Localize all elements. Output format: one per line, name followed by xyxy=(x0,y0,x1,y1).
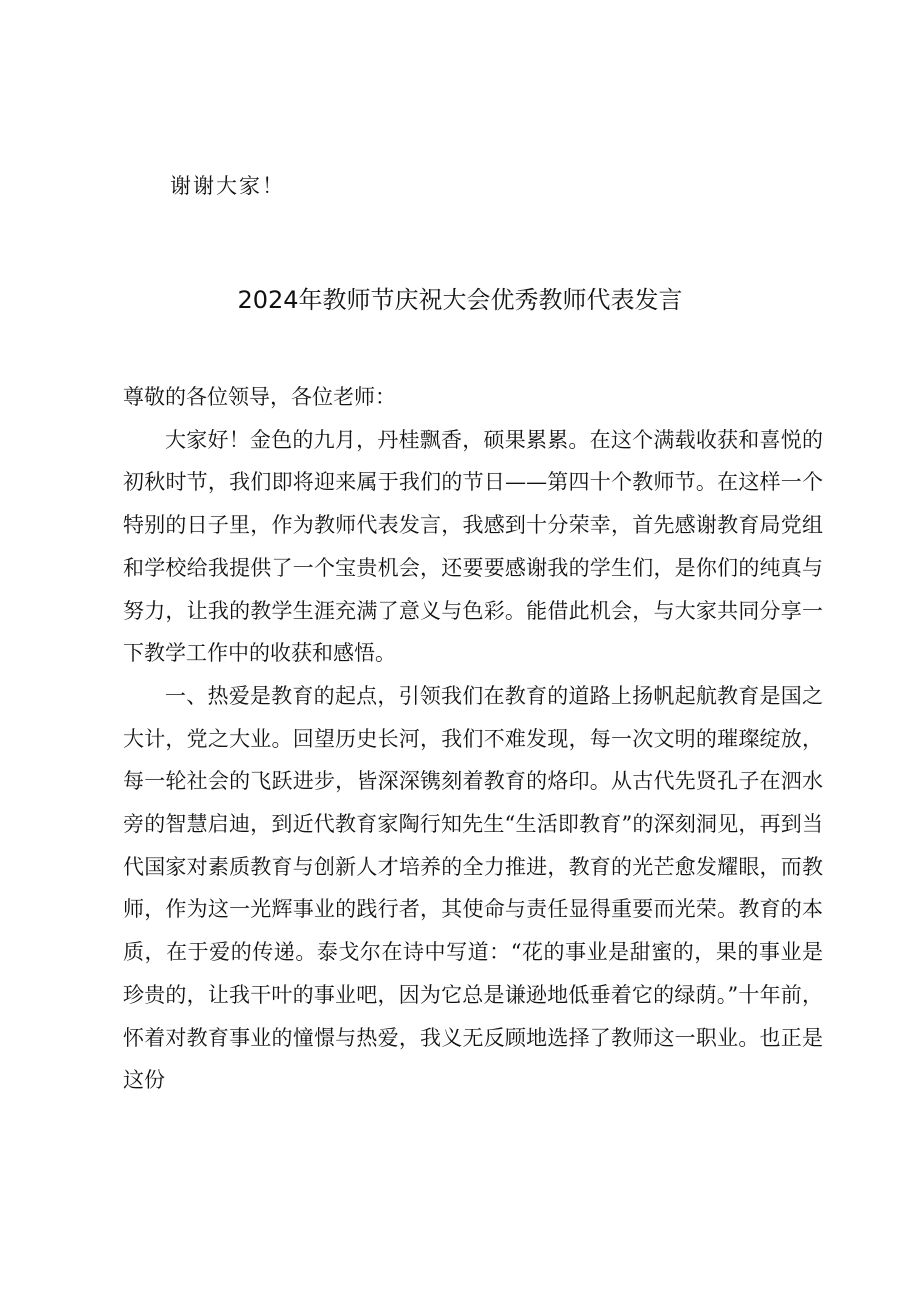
salutation: 尊敬的各位领导，各位老师： xyxy=(123,385,396,409)
speech-title: 2024年教师节庆祝大会优秀教师代表发言 xyxy=(237,286,683,314)
closing-remark: 谢谢大家！ xyxy=(170,174,285,198)
paragraph-section-one: 一、热爱是教育的起点，引领我们在教育的道路上扬帆起航教育是国之大计，党之大业。回望历史长河，我们不难发现，每一次文明的璀璨绽放，每一轮社会的飞跃进步，皆深深镌刻着教育的烙印。从古代先贤孔子在泗水旁的智慧启迪，到近代教育家陶行知先生“生活即教育”的深刻洞见，再到当代国家对素质教育与创新人才培养的全力推进，教育的光芒愈发耀眼，而教师，作为这一光辉事业的践行者，其使命与责任显得重要而光荣。教育的本质，在于爱的传递。泰戈尔在诗中写道：“花的事业是甜蜜的，果的事业是珍贵的，让我干叶的事业吧，因为它总是谦逊地低垂着它的绿荫。”十年前，怀着对教育事业的憧憬与热爱，我义无反顾地选择了教师这一职业。也正是这份 xyxy=(123,683,823,1093)
paragraph-greeting: 大家好！金色的九月，丹桂飘香，硕果累累。在这个满载收获和喜悦的初秋时节，我们即将迎来属于我们的节日——第四十个教师节。在这样一个特别的日子里，作为教师代表发言，我感到十分荣幸，首先感谢教育局党组和学校给我提供了一个宝贵机会，还要要感谢我的学生们，是你们的纯真与努力，让我的教学生涯充满了意义与色彩。能借此机会，与大家共同分享一下教学工作中的收获和感悟。 xyxy=(123,427,823,666)
speech-body xyxy=(123,376,823,1102)
